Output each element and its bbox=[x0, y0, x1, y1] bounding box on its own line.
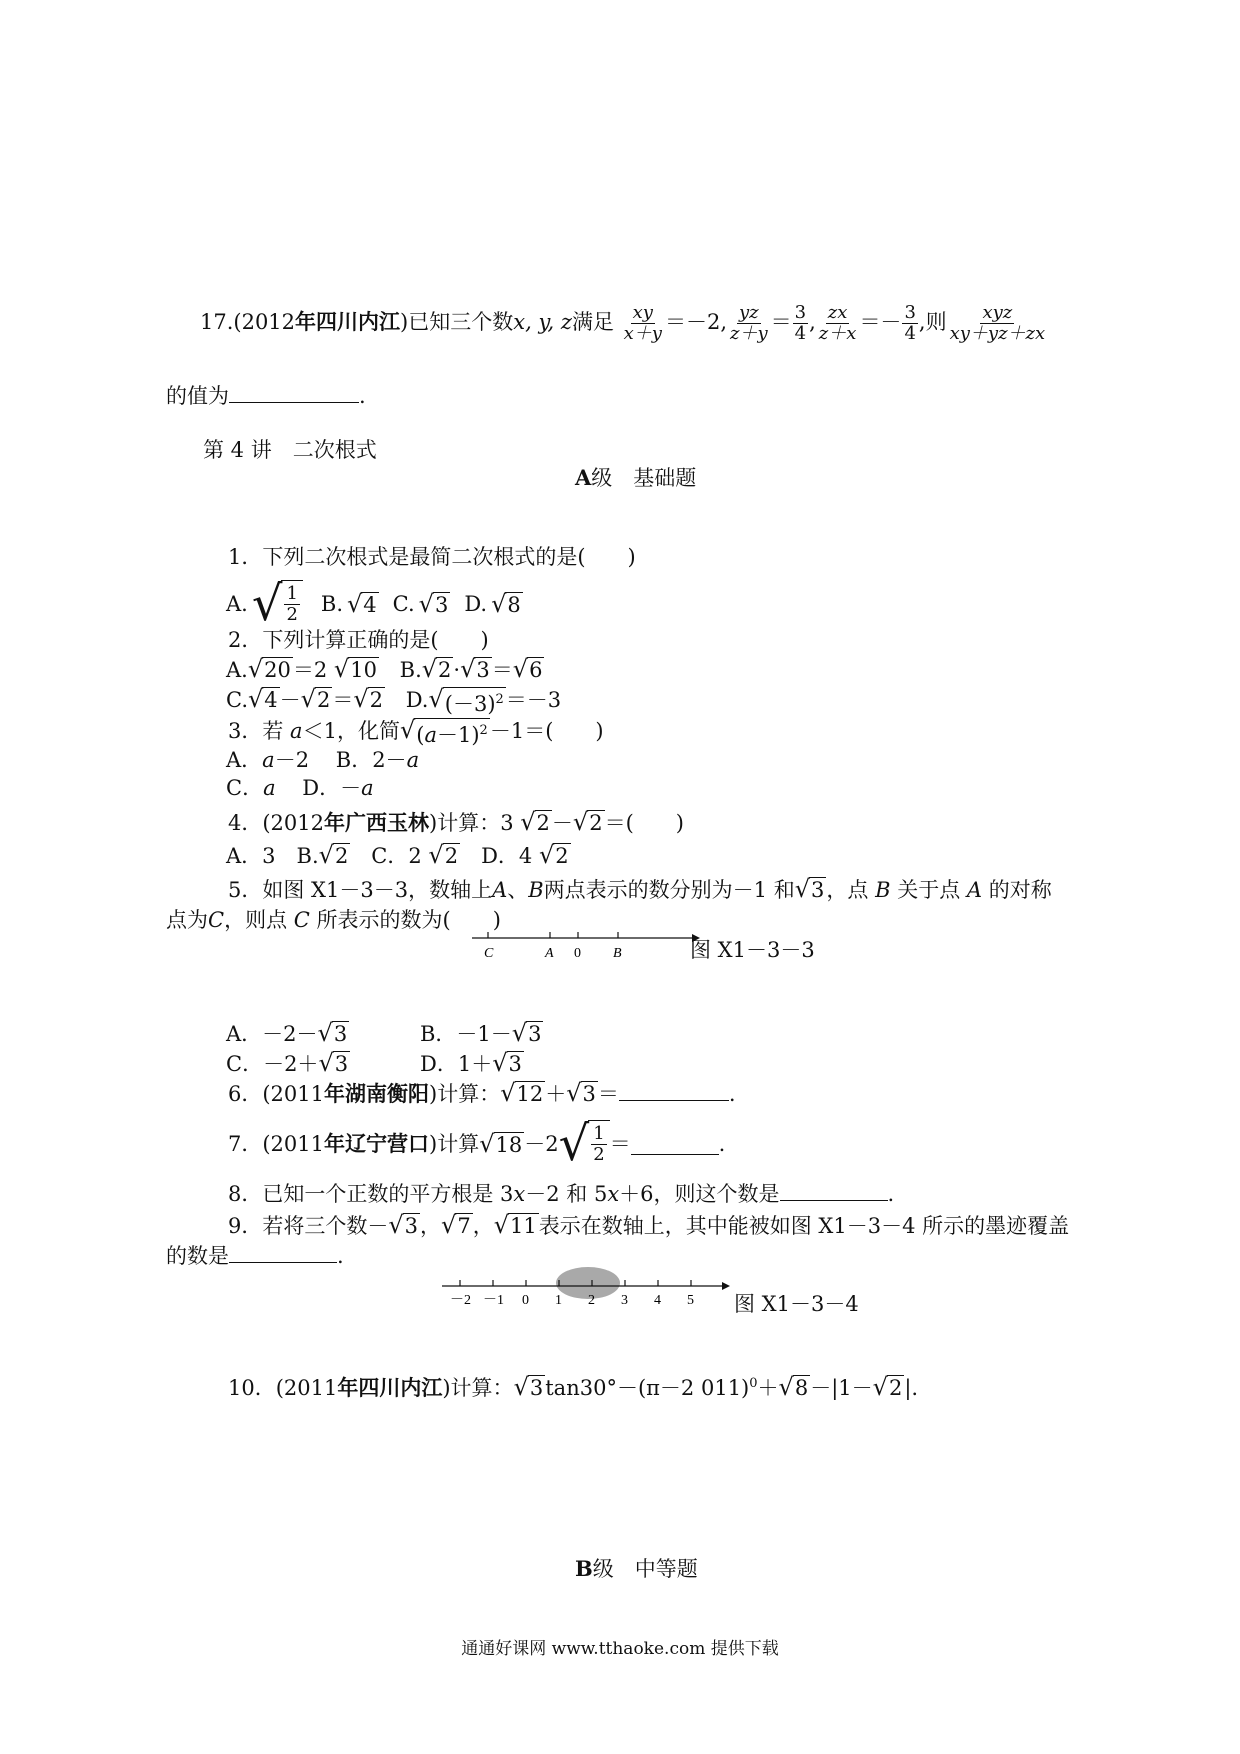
radical: √ 2 bbox=[300, 685, 331, 713]
q6-stem: 6．(2011年湖南衡阳)计算： √ 12 ＋ √ 3 ＝ . bbox=[228, 1079, 736, 1107]
answer-blank[interactable] bbox=[229, 1242, 337, 1263]
q1-options: A. √ $\frac{1}{2}$ B. √ 4 C. √ 3 D. √ 8 bbox=[226, 576, 521, 632]
radical: √ 3 bbox=[492, 1049, 522, 1077]
radical: √ 8 bbox=[778, 1373, 809, 1401]
radical-sign: √ bbox=[388, 1211, 404, 1239]
q5-stem: 5．如图 X1－3－3，数轴上A、B两点表示的数分别为－1 和 √ 3 ，点 B 关于点 A 的对称 bbox=[228, 875, 1052, 903]
q2-options-cd: C. √ 4 － √ 2 ＝ √ 2 D. √ $(-3)^2$ ＝－3 bbox=[226, 685, 562, 716]
q3-stem: 3．若 a＜1，化简 √ $(a-1)^2$ －1＝( ) bbox=[228, 716, 604, 747]
radical: √ 2 bbox=[428, 841, 459, 869]
radical: √ 3 bbox=[318, 1049, 349, 1077]
tick-label: －1 bbox=[483, 1293, 504, 1308]
radical-sign: √ bbox=[421, 655, 438, 683]
radical-sign: √ bbox=[428, 841, 444, 869]
radical-sign: √ bbox=[418, 589, 434, 618]
fraction: $\frac{zx}{z+x}$ bbox=[818, 302, 857, 344]
q7-stem: 7．(2011 年辽宁营口 )计算 √ 18 －2 √ $\frac{1}{2}$ ＝ . bbox=[228, 1116, 726, 1172]
level-b-heading: B级 中等题 bbox=[575, 1556, 698, 1581]
q17-line2: 的值为 . bbox=[166, 384, 366, 408]
q5-stem-line2: 点为C，则点 C 所表示的数为( ) bbox=[166, 908, 501, 932]
q5-option-b: B．－1－ √ 3 bbox=[420, 1019, 542, 1047]
level-a-heading: A级 基础题 bbox=[575, 465, 697, 490]
tick-label: －2 bbox=[450, 1293, 471, 1308]
q3-options-cd: C．a D．－a bbox=[226, 776, 374, 800]
number-line-figure-x1-3-4 bbox=[440, 1264, 730, 1308]
fraction: $\frac{3}{4}$ bbox=[904, 302, 916, 344]
radical: √ 6 bbox=[512, 655, 543, 683]
q1-stem: 1．下列二次根式是最简二次根式的是( ) bbox=[228, 545, 636, 569]
page-footer: 通通好课网 www.tthaoke.com 提供下载 bbox=[461, 1639, 779, 1659]
radical: √ 3 bbox=[388, 1211, 419, 1239]
answer-blank[interactable] bbox=[229, 382, 359, 403]
radical-sign: √ bbox=[460, 655, 476, 683]
radical-sign: √ bbox=[538, 841, 555, 869]
lecture-title: 第 4 讲 二次根式 bbox=[203, 438, 377, 462]
tick-label: 5 bbox=[687, 1293, 694, 1308]
radical: √ 3 bbox=[566, 1079, 596, 1107]
radical: √ 3 bbox=[317, 1019, 348, 1047]
number-line-figure-x1-3-3 bbox=[470, 930, 700, 966]
radical: √ 10 bbox=[333, 655, 377, 683]
radical-sign: √ bbox=[251, 576, 283, 632]
radical-sign: √ bbox=[428, 685, 444, 713]
radical-sign: √ bbox=[318, 841, 334, 869]
radical-sign: √ bbox=[247, 655, 264, 683]
radical: √ 3 bbox=[794, 875, 825, 903]
fraction: $\frac{xy}{x+y}$ bbox=[623, 302, 662, 344]
radical-sign: √ bbox=[491, 589, 507, 618]
radical: √ 3 bbox=[460, 655, 490, 683]
radical-sign: √ bbox=[512, 655, 529, 683]
radical: √ 18 bbox=[479, 1129, 523, 1158]
radical: √ 3 bbox=[511, 1019, 542, 1047]
fraction: $\frac{\text{xyz}}{xy+yz+zx}$ bbox=[949, 302, 1046, 344]
radical: √ $\frac{1}{2}$ bbox=[252, 580, 303, 628]
radical-sign: √ bbox=[317, 1019, 333, 1047]
radical-sign: √ bbox=[520, 808, 536, 836]
radical: √ 2 bbox=[538, 841, 569, 869]
q8-stem: 8．已知一个正数的平方根是 3x－2 和 5x＋6，则这个数是 . bbox=[228, 1182, 895, 1206]
radical: √ 12 bbox=[500, 1079, 544, 1107]
figure-caption-x1-3-4: 图 X1－3－4 bbox=[734, 1292, 859, 1316]
radical-sign: √ bbox=[353, 685, 369, 713]
radical-sign: √ bbox=[248, 685, 264, 713]
tick-label: 4 bbox=[654, 1293, 661, 1308]
radical-sign: √ bbox=[572, 808, 589, 836]
radical-sign: √ bbox=[318, 1049, 334, 1077]
radical-sign: √ bbox=[333, 655, 350, 683]
radical: √ 2 bbox=[872, 1373, 903, 1401]
tick-label: 0 bbox=[522, 1293, 529, 1308]
q4-stem: 4．(2012年广西玉林)计算：3 √ 2 － √ 2 ＝( ) bbox=[228, 808, 684, 836]
axis-label-zero: 0 bbox=[574, 946, 581, 961]
radical-sign: √ bbox=[511, 1019, 528, 1047]
radical: √ 2 bbox=[421, 655, 452, 683]
fraction: $\frac{yz}{z+y}$ bbox=[730, 302, 768, 344]
fraction: $\frac{3}{4}$ bbox=[794, 302, 807, 344]
radical: √ 2 bbox=[520, 808, 550, 836]
radical: √ 4 bbox=[347, 589, 377, 618]
radical: √ 8 bbox=[491, 589, 521, 618]
tick-label: 1 bbox=[555, 1293, 562, 1308]
q2-stem: 2．下列计算正确的是( ) bbox=[228, 628, 489, 652]
answer-blank[interactable] bbox=[780, 1180, 888, 1201]
q5-option-d: D．1＋ √ 3 bbox=[420, 1049, 522, 1077]
radical: √ 4 bbox=[248, 685, 278, 713]
radical-sign: √ bbox=[492, 1049, 508, 1077]
q17-line1: 17.(2012年四川内江)已知三个数x, y, z满足 $\frac{xy}{x+y}$ ＝－2, $\frac{yz}{z+y}$ ＝ $\frac{3}{4}$ , $\frac{zx}{z+x}$ ＝－ $\frac{3}{4}$ ,则 $\frac{\text{xyz}}{xy+yz+zx}$ bbox=[200, 302, 1046, 344]
radical-sign: √ bbox=[500, 1079, 516, 1107]
radical-sign: √ bbox=[778, 1373, 794, 1401]
tick-label: 2 bbox=[588, 1293, 595, 1308]
radical-sign: √ bbox=[300, 685, 316, 713]
radical-sign: √ bbox=[479, 1129, 495, 1158]
q5-options-c: C．－2＋ √ 3 bbox=[226, 1049, 349, 1077]
radical-sign: √ bbox=[566, 1079, 582, 1107]
q2-options-ab: A. √ 20 ＝2 √ 10 B. √ 2 · √ 3 ＝ √ 6 bbox=[226, 655, 543, 683]
radical-sign: √ bbox=[347, 589, 363, 618]
q3-options-ab: A．a－2 B．2－a bbox=[226, 748, 420, 772]
axis-label-b: B bbox=[613, 946, 622, 961]
radical-sign: √ bbox=[558, 1116, 590, 1172]
radical: √ 11 bbox=[493, 1211, 537, 1239]
q10-stem: 10．(2011年四川内江)计算： √ 3 tan30°－(π－2 011)$^0$＋ √ 8 －|1－ √ 2 |. bbox=[228, 1373, 919, 1401]
q5-options-ab: A．－2－ √ 3 bbox=[226, 1019, 348, 1047]
radical: √ $\frac{1}{2}$ bbox=[559, 1120, 610, 1168]
tick-label: 3 bbox=[621, 1293, 628, 1308]
radical-sign: √ bbox=[441, 1211, 457, 1239]
radical: √ 2 bbox=[318, 841, 349, 869]
radical: √ 2 bbox=[572, 808, 603, 836]
radical-sign: √ bbox=[399, 716, 416, 744]
radical: √ $(a-1)^2$ bbox=[399, 716, 488, 747]
radical-sign: √ bbox=[872, 1373, 888, 1401]
radical: √ 3 bbox=[513, 1373, 544, 1401]
q4-options: A．3 B. √ 2 C．2 √ 2 D．4 √ 2 bbox=[226, 841, 569, 869]
answer-blank[interactable] bbox=[631, 1134, 719, 1155]
answer-blank[interactable] bbox=[619, 1080, 729, 1101]
q9-stem-line2: 的数是 . bbox=[166, 1244, 344, 1268]
radical: √ 3 bbox=[418, 589, 449, 618]
radical: √ 7 bbox=[441, 1211, 471, 1239]
radical: √ 20 bbox=[247, 655, 291, 683]
radical-sign: √ bbox=[794, 875, 811, 903]
axis-label-a: A bbox=[545, 946, 554, 961]
q9-stem: 9．若将三个数－ √ 3 ， √ 7 ， √ 11 表示在数轴上，其中能被如图 X1－3－4 所示的墨迹覆盖 bbox=[228, 1211, 1070, 1239]
axis-label-c: C bbox=[484, 946, 494, 961]
radical: √ $(-3)^2$ bbox=[428, 685, 504, 716]
radical-sign: √ bbox=[493, 1211, 510, 1239]
radical-sign: √ bbox=[513, 1373, 529, 1401]
radical: √ 2 bbox=[353, 685, 384, 713]
figure-caption-x1-3-3: 图 X1－3－3 bbox=[690, 938, 815, 962]
